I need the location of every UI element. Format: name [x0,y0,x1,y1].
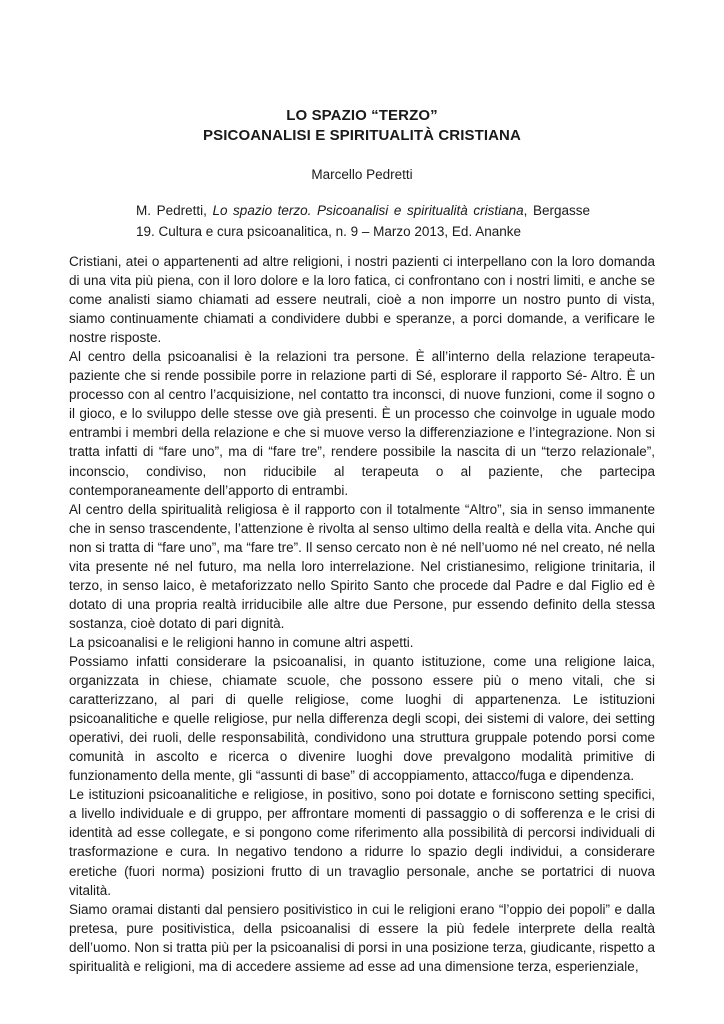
document-subtitle: PSICOANALISI E SPIRITUALITÀ CRISTIANA [203,127,521,144]
citation-title: Lo spazio terzo. Psicoanalisi e spiritualità cristiana [212,203,524,218]
citation [136,200,590,242]
author-name: Marcello Pedretti [311,167,413,182]
paragraph: Al centro della spiritualità religiosa è il rapporto con il totalmente “Altro”, sia in senso immanente che in senso trascendente, l’attenzione è rivolta al senso ultimo della realtà e della vita. Anche qui non si tratta di “fare uno”, ma “fare tre”. Il senso cercato non è né nell’uomo né nel creato, né nella vita presente né nel futuro, ma nella loro interrelazione. Nel cristianesimo, religione trinitaria, il terzo, in senso laico, è metaforizzato nello Spirito Santo che procede dal Padre e dal Figlio ed è dotato di una propria realtà irriducibile alle altre due Persone, pur essendo definito della stessa sostanza, cioè dotato di pari dignità. [69,501,655,631]
paragraph: La psicoanalisi e le religioni hanno in comune altri aspetti. [69,634,414,650]
title-block [0,106,724,146]
body-text [69,252,655,976]
paragraph: Al centro della psicoanalisi è la relazioni tra persone. È all’interno della relazione terapeuta-paziente che si rende possibile porre in relazione parti di Sé, esplorare il rapporto Sé- Altro. È un processo con al centro l’acquisizione, nel contatto tra inconsci, di nuove funzioni, come il sogno o il gioco, e lo sviluppo delle stesse ove già presenti. È un processo che coinvolge in uguale modo entrambi i membri della relazione e che si muove verso la differenziazione e l’integrazione. Non si tratta infatti di “fare uno”, ma di “fare tre”, rendere possibile la nascita di un “terzo relazionale”, inconscio, condiviso, non riducibile al terapeuta o al paziente, che partecipa contemporaneamente dell’apporto di entrambi. [69,349,655,498]
paragraph: Possiamo infatti considerare la psicoanalisi, in quanto istituzione, come una religione laica, organizzata in chiese, chiamate scuole, che possono essere più o meno vitali, che si caratterizzano, al pari di quelle religiose, come luoghi di appartenenza. Le istituzioni psicoanalitiche e quelle religiose, pur nella differenza degli scopi, dei sistemi di valore, dei setting operativi, dei ruoli, delle responsabilità, condividono una struttura gruppale potendo porsi come comunità in ascolto e ricerca o divenire luoghi dove prevalgono modalità primitive di funzionamento della mente, gli “assunti di base” di accoppiamento, attacco/fuga e dipendenza. [69,653,655,784]
citation-prefix: M. Pedretti, [136,203,213,218]
paragraph: Cristiani, atei o appartenenti ad altre religioni, i nostri pazienti ci interpellano con la loro domanda di una vita più piena, con il loro dolore e la loro fatica, ci confrontano con i nostri limiti, e anche se come analisti siamo chiamati ad essere neutrali, cioè a non imporre un nostro punto di vista, siamo continuamente chiamati a condividere dubbi e speranze, a porci domande, a verificare le nostre risposte. [69,254,655,346]
paragraph: Le istituzioni psicoanalitiche e religiose, in positivo, sono poi dotate e forniscono setting specifici, a livello individuale e di gruppo, per affrontare momenti di passaggio o di sofferenza e le crisi di identità ad esse collegate, e si pongono come riferimento alla possibilità di percorsi individuali di trasformazione e cura. In negativo tendono a ridurre lo spazio degli individui, a considerare eretiche (fuori norma) posizioni frutto di un travaglio personale, anche se portatrici di nuova vitalità. [69,787,655,898]
document-title: LO SPAZIO “TERZO” [286,107,438,124]
citation-suffix: , Bergasse 19. Cultura e cura psicoanalitica, n. 9 – Marzo 2013, Ed. Ananke [136,203,590,239]
paragraph: Siamo oramai distanti dal pensiero positivistico in cui le religioni erano “l’oppio dei popoli” e dalla pretesa, pure positivistica, della psicoanalisi di essere la più fedele interprete della realtà dell’uomo. Non si tratta più per la psicoanalisi di porsi in una posizione terza, giudicante, rispetto a spiritualità e religioni, ma di accedere assieme ad esse ad una dimensione terza, esperienziale, [69,901,655,974]
